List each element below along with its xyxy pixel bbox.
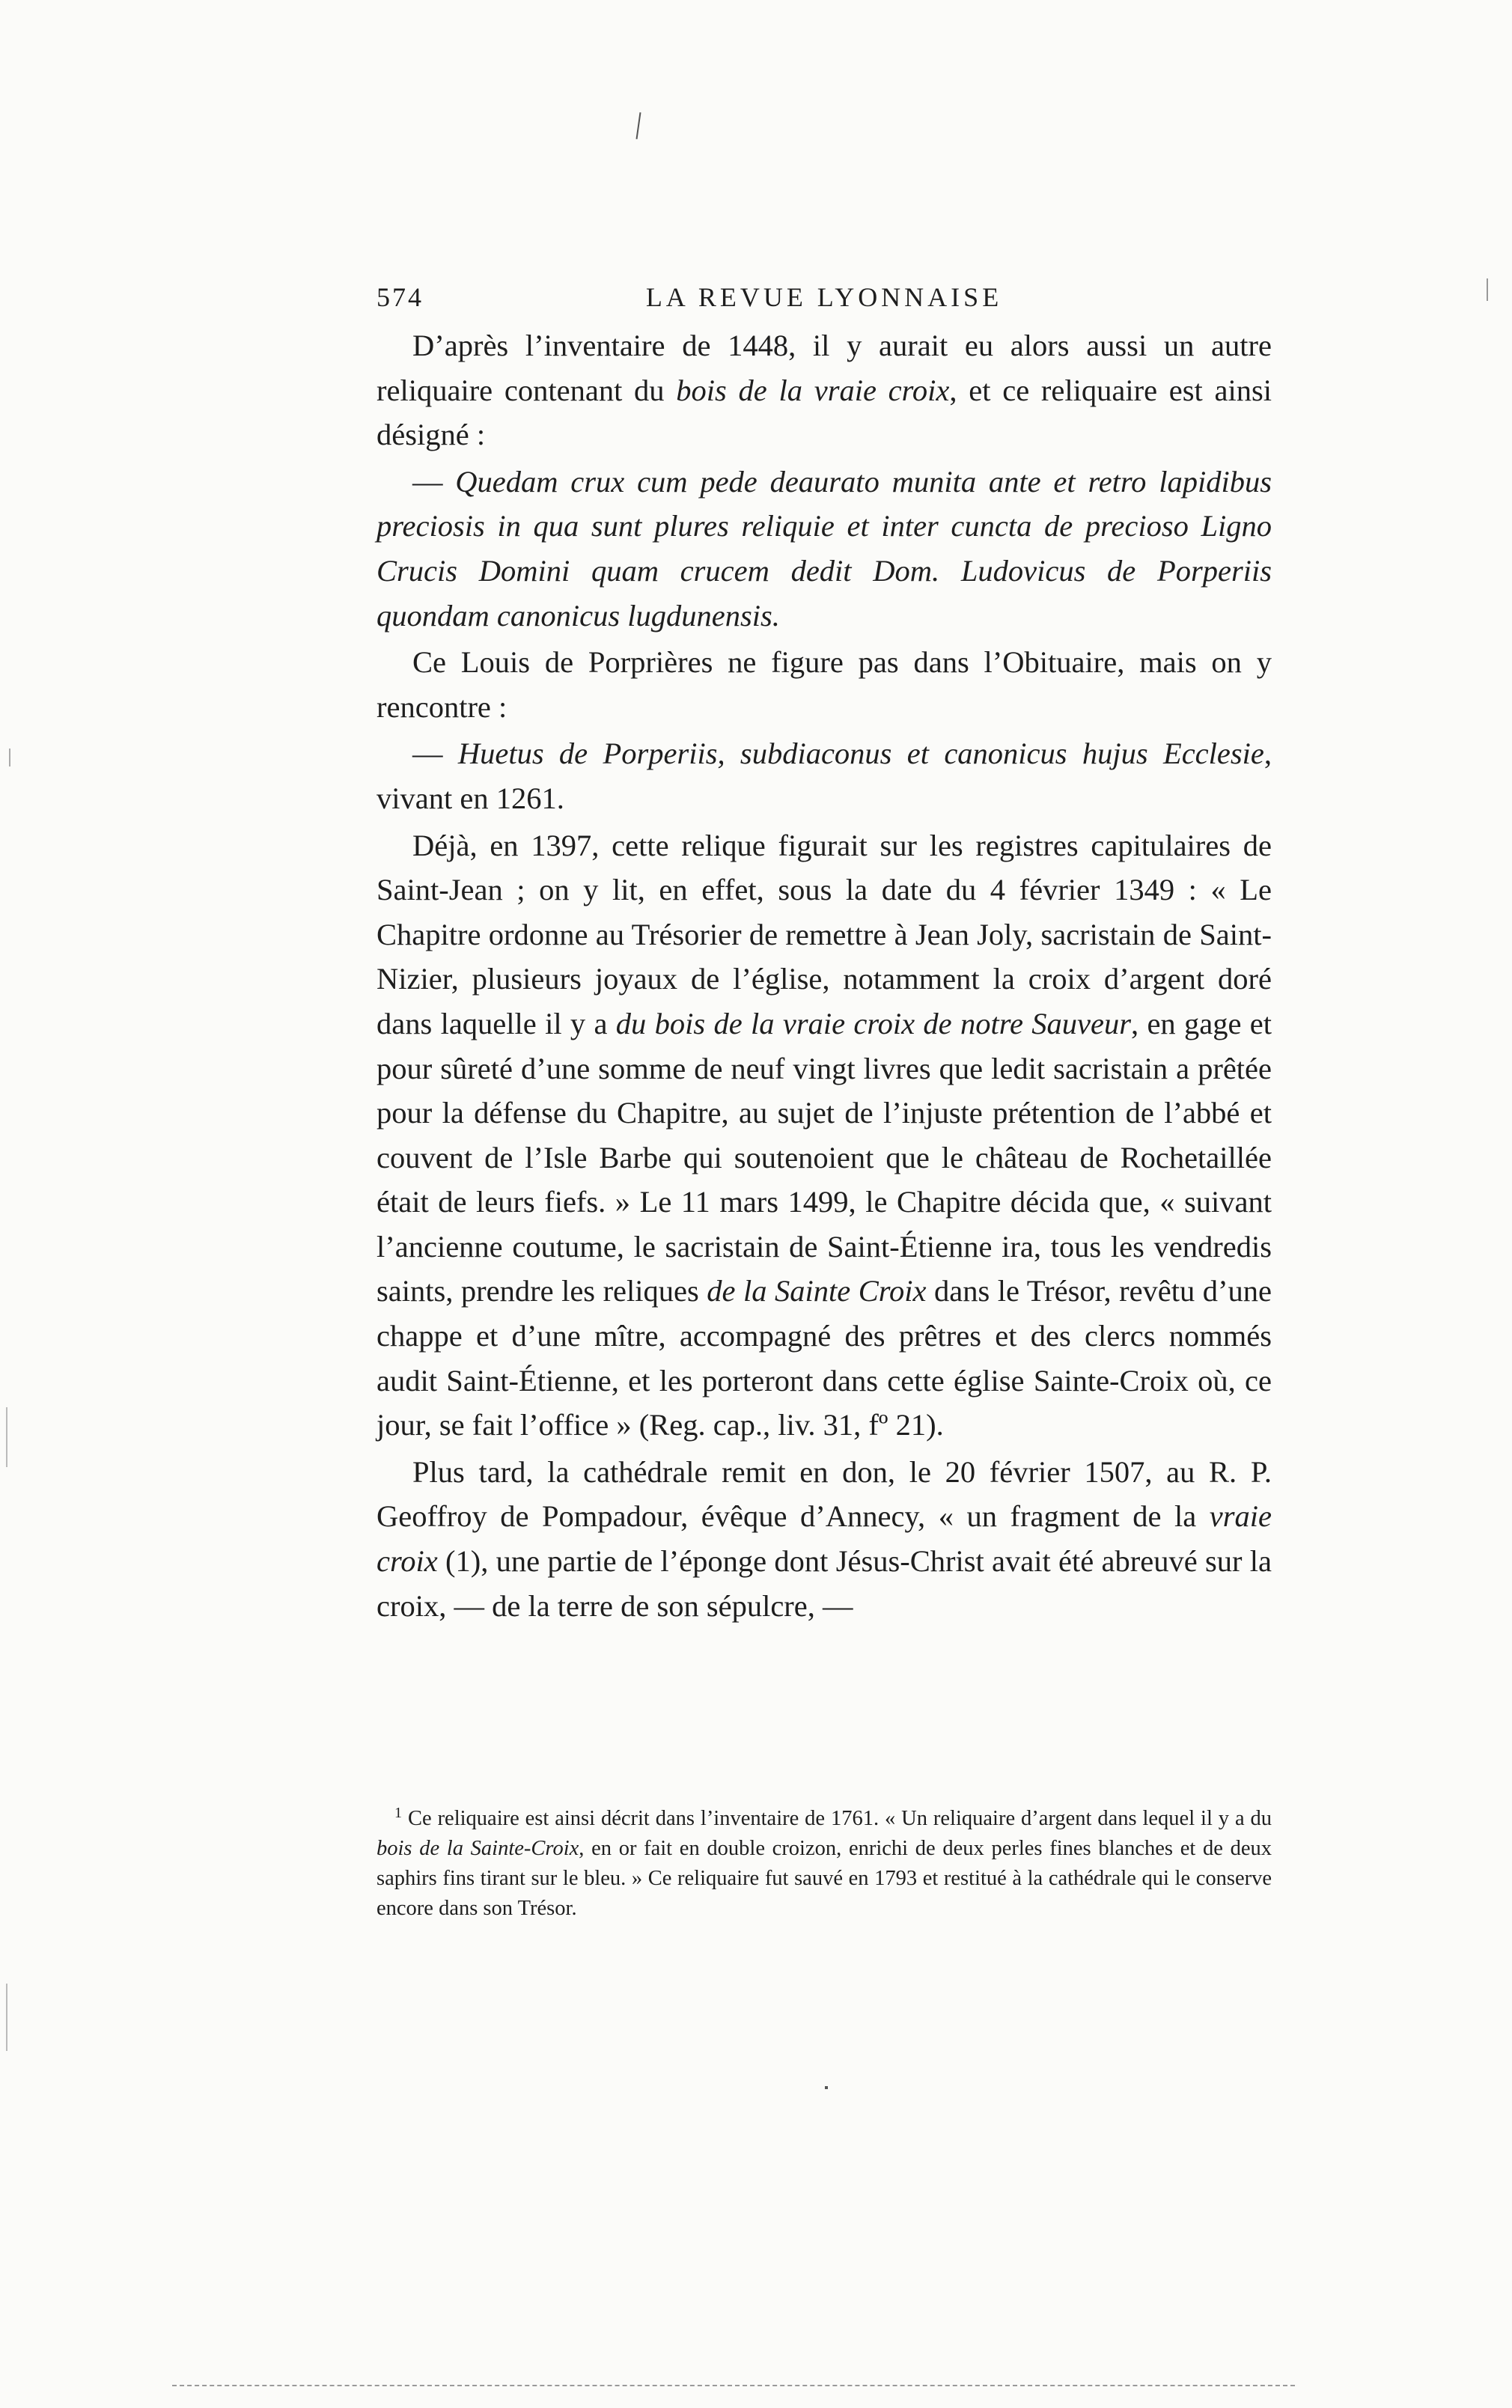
text-span: D’après l’inventaire de 1448, il y aurait eu alors aussi un autre reliquaire contenant du (377, 329, 1272, 407)
paragraph-2 (377, 640, 1272, 729)
text-span: Plus tard, la cathédrale remit en don, le 20 février 1507, au R. P. Geoffroy de Pompadour, évêque d’Annecy, « un fragment de la (377, 1454, 1272, 1534)
italic-span: du bois de la vraie croix de notre Sauveur (615, 1006, 1131, 1040)
paragraph-1 (377, 323, 1272, 457)
page-number: 574 (377, 282, 424, 312)
footnote-mark: 1 (394, 1804, 402, 1821)
text-span: dans le Trésor, revêtu d’une chappe et d’une mître, accompagné des prêtres et des clercs nommés audit Saint-Étienne, et les porteront dans cette église Sainte-Croix où, ce jour, se fait l’office » (Reg. cap., liv. 31, fº 21). (377, 1274, 1272, 1442)
italic-span: de la Sainte Croix (707, 1274, 927, 1308)
paragraph-3 (377, 823, 1272, 1448)
italic-span: vraie croix (377, 1499, 1272, 1579)
paragraph-4 (377, 1450, 1272, 1628)
italic-span: Huetus de Porperiis, subdiaconus et canonicus hujus Ecclesie (457, 737, 1264, 771)
footnotes (377, 1804, 1272, 1924)
journal-title: LA REVUE LYONNAISE (645, 282, 1003, 312)
latin-quote-2 (377, 731, 1272, 820)
italic-span: bois de la vraie croix (676, 373, 950, 407)
text-span: , en gage et pour sûreté d’une somme de neuf vingt livres que ledit sacristain a prêtée pour la défense du Chapitre, au sujet de l’injuste prétention de l’abbé et couvent de l’Isle Barbe qui soutenoient que le château de Rochetaillée était de leurs fiefs. » Le 11 mars 1499, le Chapitre décida que, « suivant l’ancienne coutume, le sacristain de Saint-Étienne ira, tous les vendredis saints, prendre les reliques (377, 1006, 1272, 1308)
text-span: (1), une partie de l’éponge dont Jésus-Christ avait été abreuvé sur la croix, — de la terre de son sépulcre, — (377, 1544, 1272, 1623)
page (377, 275, 1272, 1628)
text-span: , en or fait en double croizon, enrichi de deux perles fines blanches et de deux saphirs fins tirant sur le bleu. » Ce reliquaire fut sauvé en 1793 et restitué à la cathédrale qui le conserve encore dans son Trésor. (377, 1837, 1272, 1920)
text-span: Ce Louis de Porprières ne figure pas dans l’Obituaire, mais on y rencontre : (377, 645, 1272, 724)
latin-quote-1 (377, 460, 1272, 638)
body-text (377, 323, 1272, 1628)
text-span: — (412, 464, 456, 499)
text-span: , et ce reliquaire est ainsi désigné : (377, 373, 1272, 452)
italic-span: Quedam crux cum pede deaurato munita ante et retro lapidibus preciosis in qua sunt plures reliquie et inter cuncta de precioso Ligno Crucis Domini quam crucem dedit Dom. Ludovicus de Porperiis quondam canonicus lugdunensis. (377, 464, 1272, 633)
running-head (377, 275, 1272, 323)
text-span: Ce reliquaire est ainsi décrit dans l’inventaire de 1761. « Un reliquaire d’argent dans lequel il y a du (408, 1807, 1272, 1830)
italic-span: bois de la Sainte-Croix (377, 1837, 579, 1860)
footnote-1 (377, 1804, 1272, 1924)
scan-edge-mark (172, 2385, 1295, 2386)
text-span: , vivant en 1261. (377, 737, 1272, 815)
text-span: — (412, 737, 458, 771)
text-span: Déjà, en 1397, cette relique figurait sur les registres capitulaires de Saint-Jean ; on y lit, en effet, sous la date du 4 février 1349 : « Le Chapitre ordonne au Trésorier de remettre à Jean Joly, sacristain de Saint-Nizier, plusieurs joyaux de l’église, notamment la croix d’argent doré dans laquelle il y a (377, 828, 1272, 1040)
